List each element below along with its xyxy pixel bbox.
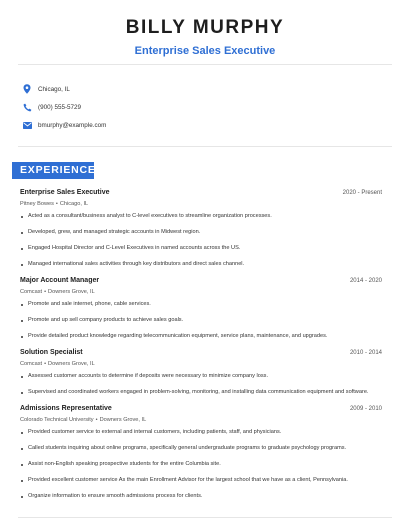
job-bullet: Called students inquiring about online programs, specifically general undergraduate programs to graduate psychology programs. [20, 445, 382, 452]
job-bullet: Supervised and coordinated workers engaged in problem-solving, monitoring, and installing data communication equipment and software. [20, 389, 382, 396]
job-bullet: Provided excellent customer service As the main Enrollment Advisor for the largest school that we have as a client, Pennsylvania. [20, 477, 382, 484]
contact-phone [22, 98, 106, 116]
job-role: Major Account Manager [20, 277, 100, 284]
job-bullet: Assessed customer accounts to determine if deposits were necessary to minimize company loss. [20, 373, 382, 380]
location-pin-icon [22, 84, 32, 94]
location-text: Chicago, IL [38, 85, 70, 93]
job-role: Admissions Representative [20, 405, 112, 412]
job-bullet: Promote and up sell company products to achieve sales goals. [20, 317, 382, 324]
experience-list [20, 189, 382, 509]
job-location: Chicago, IL [59, 201, 89, 207]
job-role: Enterprise Sales Executive [20, 189, 110, 196]
job-entry: Solution Specialist 2010 - 2014 Comcast • Downers Grove, IL Assessed customer accounts to determine if deposits were necessary to minimize company loss. Supervised and coordinated workers engaged in problem-solving, monitoring, and installing data communication equipment and software. [20, 349, 382, 395]
job-bullet: Organize information to ensure smooth admissions process for clients. [20, 493, 382, 500]
resume-header [0, 0, 410, 58]
job-location: Downers Grove, IL [48, 361, 95, 367]
job-dates: 2014 - 2020 [349, 278, 382, 284]
phone-text: (900) 555-5729 [38, 103, 82, 111]
job-bullet: Provided customer service to external and internal customers, including patients, staff, and physicians. [20, 429, 382, 436]
envelope-icon [22, 121, 32, 131]
experience-section-heading: EXPERIENCE [12, 162, 94, 179]
job-company: Comcast [20, 361, 43, 367]
job-entry: Major Account Manager 2014 - 2020 Comcast • Downers Grove, IL Promote and sale internet, phone, cable services. Promote and up sell company products to achieve sales goals. Provide detailed product knowledge regarding telecommunication equipment, service plans, maintenance, and upgrades. [20, 277, 382, 339]
job-bullet: Engaged Hospital Director and C-Level Executives in named accounts across the US. [20, 245, 382, 252]
job-bullet: Assist non-English speaking prospective students for the entire Columbia site. [20, 461, 382, 468]
contact-location [22, 80, 106, 98]
contact-divider [18, 146, 392, 147]
job-dates: 2010 - 2014 [349, 350, 382, 356]
contact-email[interactable] [22, 117, 106, 135]
contact-list [22, 80, 106, 135]
job-bullet: Provide detailed product knowledge regarding telecommunication equipment, service plans, maintenance, and upgrades. [20, 333, 382, 340]
job-company: Colorado Technical University [20, 417, 94, 423]
email-text[interactable]: bmurphy@example.com [38, 122, 107, 130]
job-location: Downers Grove, IL [48, 289, 95, 295]
job-bullet: Managed international sales activities through key distributors and direct sales channel. [20, 261, 382, 268]
footer-divider [18, 517, 392, 518]
candidate-title: Enterprise Sales Executive [134, 45, 276, 57]
header-divider [18, 64, 392, 65]
candidate-name: BILLY MURPHY [125, 17, 285, 38]
job-dates: 2020 - Present [342, 190, 382, 196]
job-location: Downers Grove, IL [99, 417, 147, 423]
job-bullets [20, 373, 382, 396]
job-dates: 2009 - 2010 [349, 406, 382, 412]
job-bullet: Developed, grew, and managed strategic accounts in Midwest region. [20, 229, 382, 236]
job-entry: Enterprise Sales Executive 2020 - Present Pitney Bowes • Chicago, IL Acted as a consultant/business analyst to C-level executives to streamline organization processes. Developed, grew, and managed strategic accounts in Midwest region. Engaged Hospital Director and C-Level Executives in named accounts across the US. Managed international sales activities through key distributors and direct sales channel. [20, 189, 382, 267]
job-bullet: Promote and sale internet, phone, cable services. [20, 301, 382, 308]
job-role: Solution Specialist [20, 349, 83, 356]
phone-icon [22, 102, 32, 112]
job-bullets [20, 429, 382, 500]
job-bullet: Acted as a consultant/business analyst to C-level executives to streamline organization processes. [20, 213, 382, 220]
job-bullets [20, 301, 382, 340]
job-bullets [20, 213, 382, 268]
job-entry: Admissions Representative 2009 - 2010 Colorado Technical University • Downers Grove, IL Provided customer service to external and internal customers, including patients, staff, and physicians. Called students inquiring about online programs, specifically general undergraduate programs to graduate psychology programs. Assist non-English speaking prospective students for the entire Columbia site. Provided excellent customer service As the main Enrollment Advisor for the largest school that we have as a client, Pennsylvania. Organize information to ensure smooth admissions process for clients. [20, 405, 382, 499]
job-company: Pitney Bowes [20, 201, 54, 207]
job-company: Comcast [20, 289, 43, 295]
